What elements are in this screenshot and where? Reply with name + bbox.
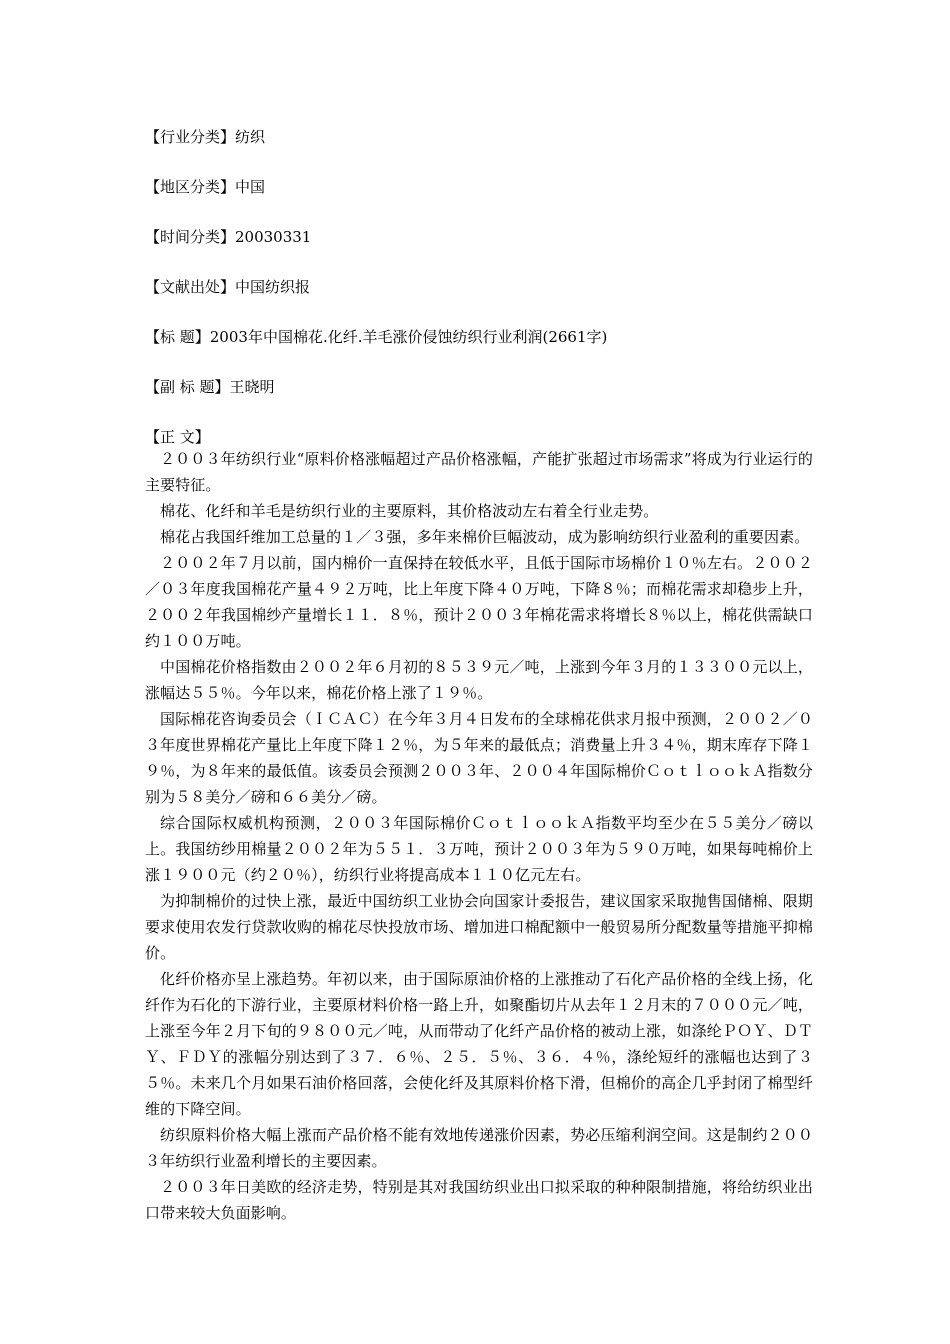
paragraph: ２００３年纺织行业“原料价格涨幅超过产品价格涨幅，产能扩张超过市场需求”将成为行业运行的主要特征。 (145, 450, 813, 494)
region-category: 【地区分类】中国 (145, 178, 266, 196)
paragraph: 化纤价格亦呈上涨趋势。年初以来，由于国际原油价格的上涨推动了石化产品价格的全线上扬，化纤作为石化的下游行业，主要原材料价格一路上升，如聚酯切片从去年１２月末的７０００元／吨，上涨至今年２月下旬的９８００元／吨，从而带动了化纤产品价格的被动上涨，如涤纶ＰＯＹ、ＤＴＹ、ＦＤＹ的涨幅分别达到了３７．６％、２５．５％、３６．４％，涤纶短纤的涨幅也达到了３５％。未来几个月如果石油价格回落，会使化纤及其原料价格下滑，但棉价的高企几乎封闭了棉型纤维的下降空间。 (145, 970, 813, 1118)
paragraph: 中国棉花价格指数由２００２年６月初的８５３９元／吨，上涨到今年３月的１３３００元以上，涨幅达５５％。今年以来，棉花价格上涨了１９％。 (145, 658, 813, 702)
article-body (145, 446, 813, 1226)
article-subtitle: 【副 标 题】王晓明 (145, 378, 275, 396)
paragraph: 国际棉花咨询委员会（ＩＣＡＣ）在今年３月４日发布的全球棉花供求月报中预测，２００２／０３年度世界棉花产量比上年度下降１２％，为５年来的最低点；消费量上升３４％，期末库存下降１９％，为８年来的最低值。该委员会预测２００３年、２００４年国际棉价ＣｏｔｌｏｏｋＡ指数分别为５８美分／磅和６６美分／磅。 (145, 710, 813, 806)
paragraph: 为抑制棉价的过快上涨，最近中国纺织工业协会向国家计委报告，建议国家采取抛售国储棉、限期要求使用农发行贷款收购的棉花尽快投放市场、增加进口棉配额中一般贸易所分配数量等措施平抑棉价。 (145, 892, 813, 962)
time-category: 【时间分类】20030331 (145, 228, 312, 246)
paragraph: ２００２年７月以前，国内棉价一直保持在较低水平，且低于国际市场棉价１０％左右。２００２／０３年度我国棉花产量４９２万吨，比上年度下降４０万吨，下降８％；而棉花需求却稳步上升，２００２年我国棉纱产量增长１１．８％，预计２００３年棉花需求将增长８％以上，棉花供需缺口约１００万吨。 (145, 554, 813, 650)
paragraph: 棉花、化纤和羊毛是纺织行业的主要原料，其价格波动左右着全行业走势。 (160, 502, 659, 520)
industry-category: 【行业分类】纺织 (145, 128, 266, 146)
source: 【文献出处】中国纺织报 (145, 278, 311, 296)
article-title: 【标 题】2003年中国棉花.化纤.羊毛涨价侵蚀纺织行业利润(2661字) (145, 328, 608, 346)
paragraph: 综合国际权威机构预测，２００３年国际棉价ＣｏｔｌｏｏｋＡ指数平均至少在５５美分／磅以上。我国纺纱用棉量２００２年为５５１．３万吨，预计２００３年为５９０万吨，如果每吨棉价上涨１９００元（约２０％），纺织行业将提高成本１１０亿元左右。 (145, 814, 813, 884)
paragraph: ２００３年日美欧的经济走势，特别是其对我国纺织业出口拟采取的种种限制措施，将给纺织业出口带来较大负面影响。 (145, 1178, 813, 1222)
body-label: 【正 文】 (145, 428, 210, 446)
paragraph: 棉花占我国纤维加工总量的１／３强，多年来棉价巨幅波动，成为影响纺织行业盈利的重要因素。 (160, 528, 810, 546)
paragraph: 纺织原料价格大幅上涨而产品价格不能有效地传递涨价因素，势必压缩利润空间。这是制约２００３年纺织行业盈利增长的主要因素。 (145, 1126, 813, 1170)
